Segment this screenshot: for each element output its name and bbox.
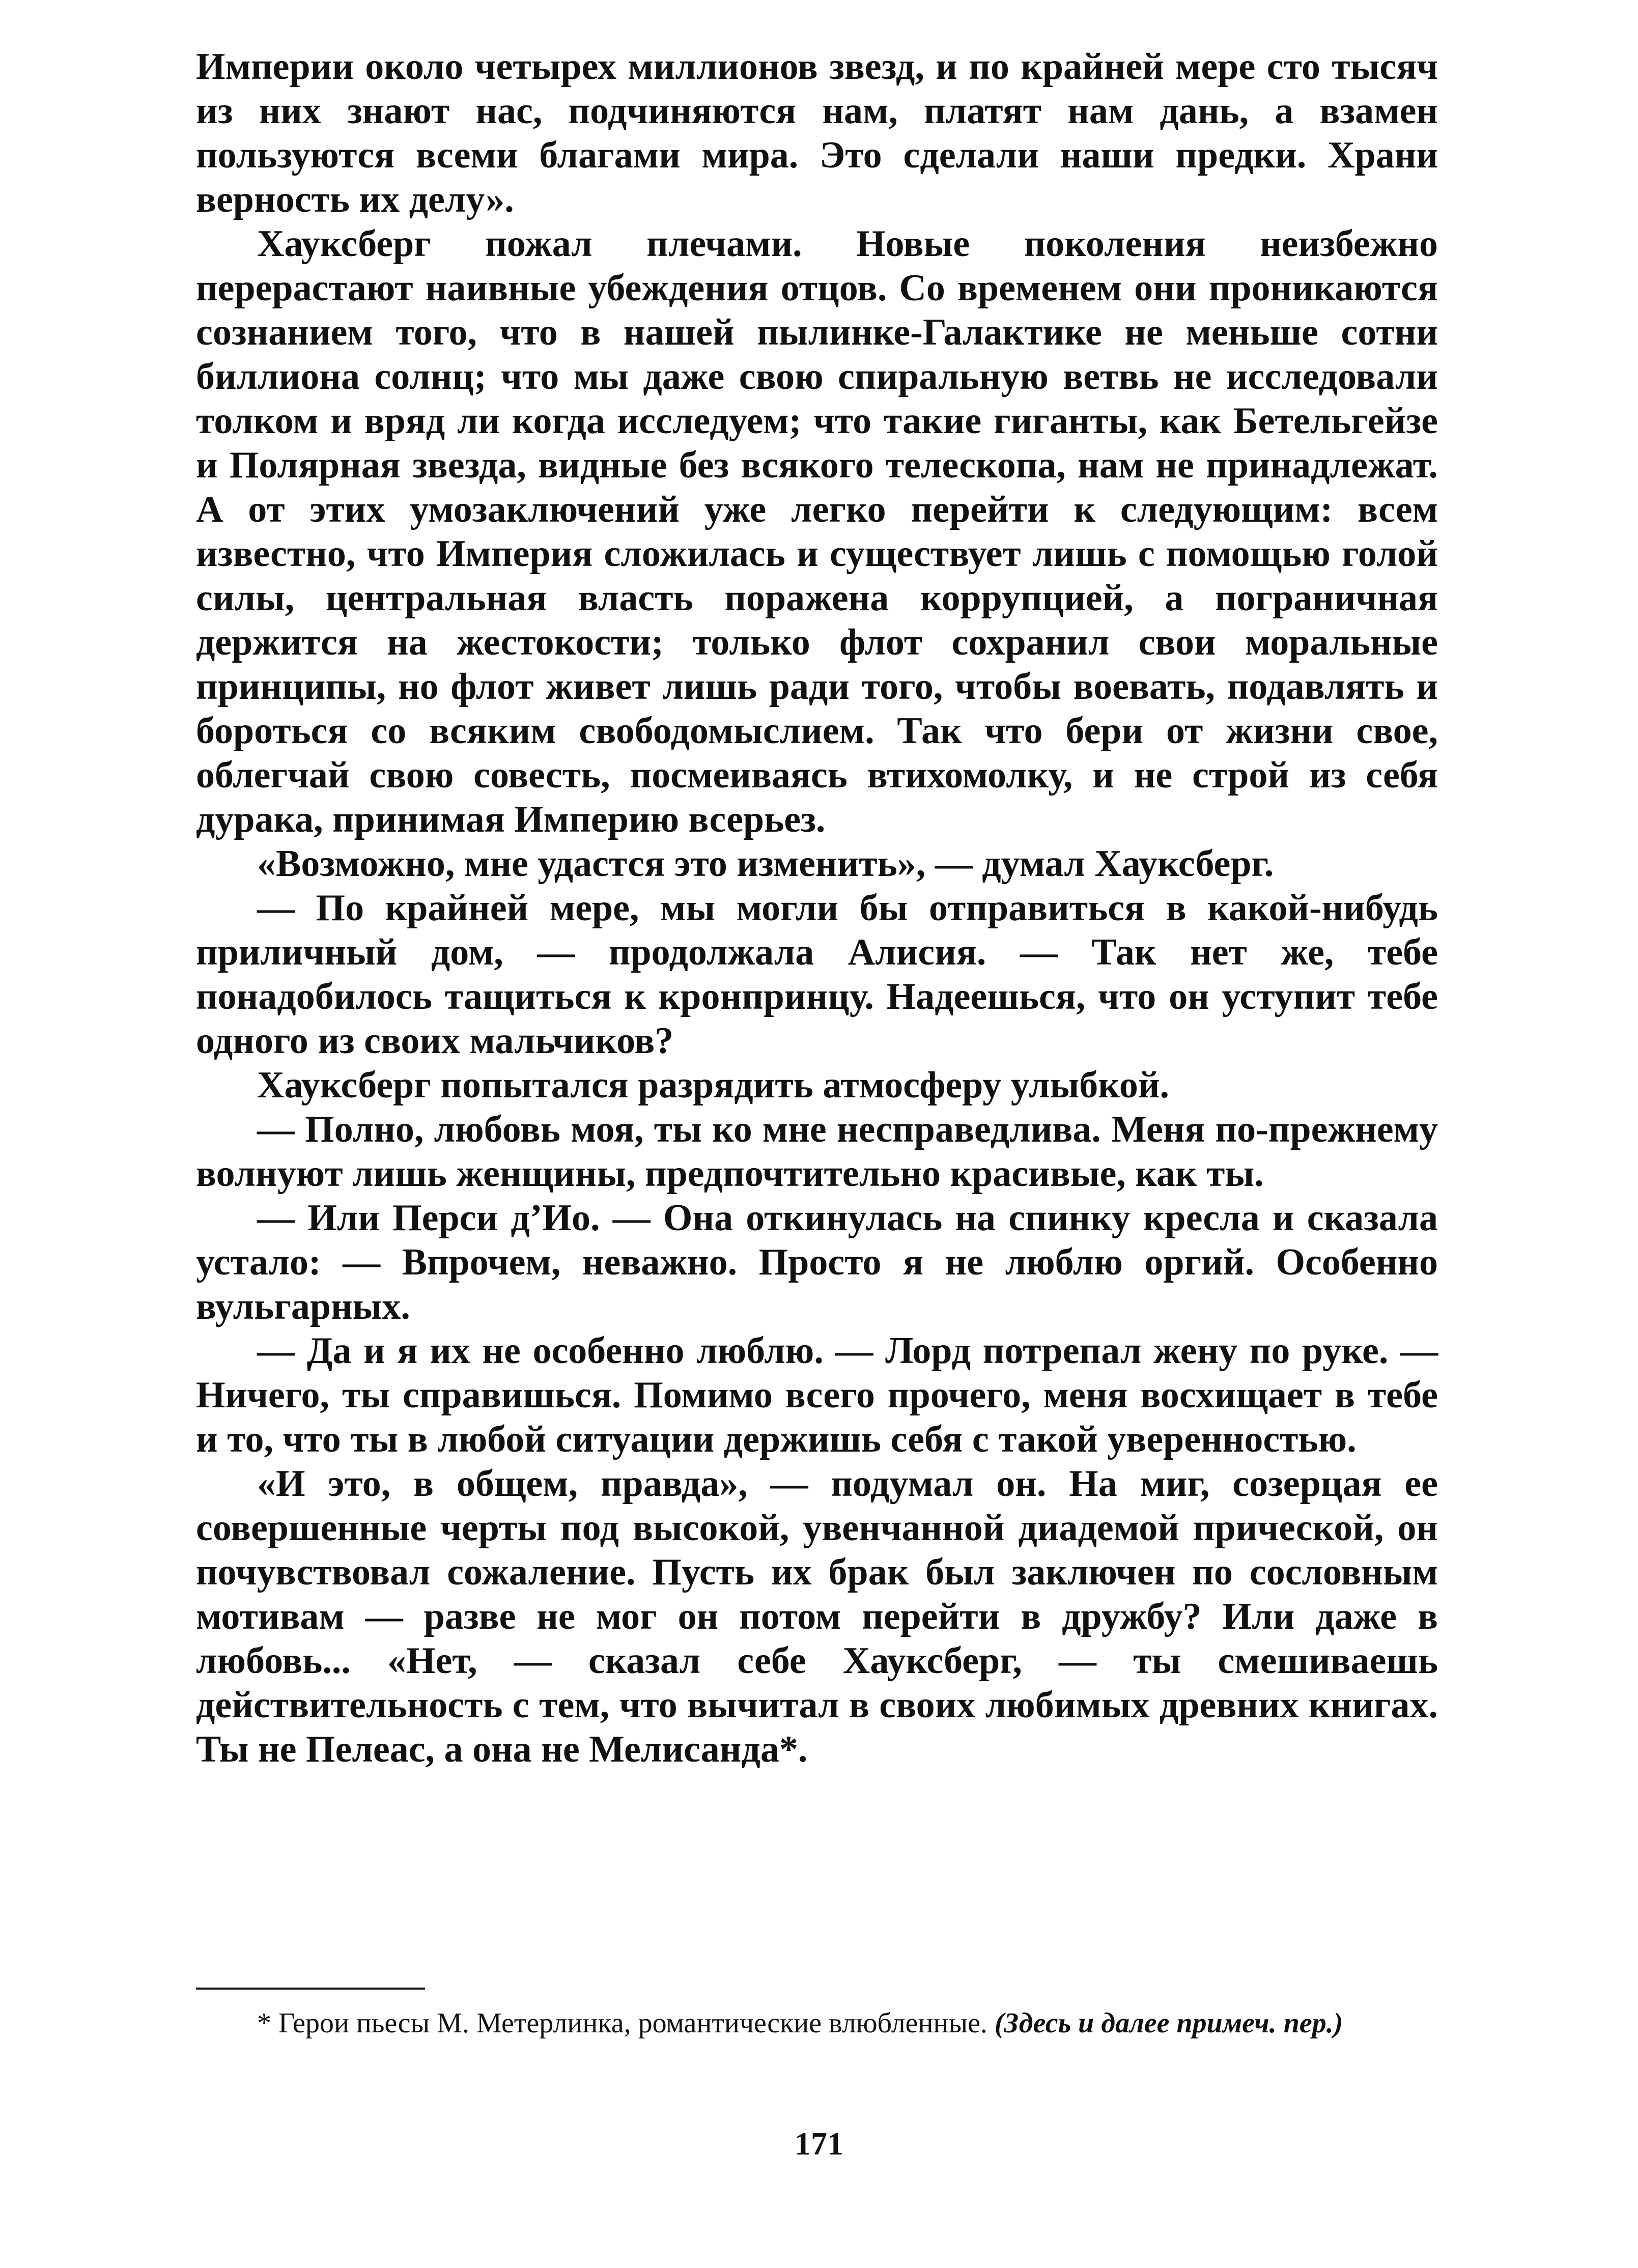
paragraph-4: — По крайней мере, мы могли бы отправиться в какой-нибудь приличный дом, — продолжала Алисия. — Так нет же, тебе понадобилось тащиться к кронпринцу. Надеешься, что он уступит тебе одного из своих мальчиков? xyxy=(196,887,1438,1062)
paragraph-3: «Возможно, мне удастся это изменить», — думал Хауксберг. xyxy=(257,843,1274,885)
footnote-translator-note: (Здесь и далее примеч. пер.) xyxy=(994,2007,1343,2039)
paragraph-5: Хауксберг попытался разрядить атмосферу улыбкой. xyxy=(257,1064,1170,1106)
page-number: 171 xyxy=(795,2125,843,2162)
paragraph-2: Хауксберг пожал плечами. Новые поколения неизбежно перерастают наивные убеждения отцов. Со временем они проникаются сознанием того, что в нашей пылинке-Галактике не меньше сотни биллиона солнц; что мы даже свою спиральную ветвь не исследовали толком и вряд ли когда исследуем; что такие гиганты, как Бетельгейзе и Полярная звезда, видные без всякого телескопа, нам не принадлежат. А от этих умозаключений уже легко перейти к следующим: всем известно, что Империя сложилась и существует лишь с помощью голой силы, центральная власть поражена коррупцией, а пограничная держится на жестокости; только флот сохранил свои моральные принципы, но флот живет лишь ради того, чтобы воевать, подавлять и бороться со всяким свободомыслием. Так что бери от жизни свое, облегчай свою совесть, посмеиваясь втихомолку, и не строй из себя дурака, принимая Империю всерьез. xyxy=(196,223,1438,840)
footnote-text: * Герои пьесы М. Метерлинка, романтические влюбленные. xyxy=(257,2007,995,2039)
paragraph-8: — Да и я их не особенно люблю. — Лорд потрепал жену по руке. — Ничего, ты справишься. Помимо всего прочего, меня восхищает в тебе и то, что ты в любой ситуации держишь себя с такой уверенностью. xyxy=(196,1330,1438,1460)
footnote-divider xyxy=(196,1988,425,1990)
paragraph-1: Империи около четырех миллионов звезд, и по крайней мере сто тысяч из них знают нас, подчиняются нам, платят нам дань, а взамен пользуются всеми благами мира. Это сделали наши предки. Храни верность их делу». xyxy=(196,46,1438,220)
footnote xyxy=(196,2005,1438,2041)
paragraph-9: «И это, в общем, правда», — подумал он. На миг, созерцая ее совершенные черты под высокой, увенчанной диадемой прической, он почувствовал сожаление. Пусть их брак был заключен по сословным мотивам — разве не мог он потом перейти в дружбу? Или даже в любовь... «Нет, — сказал себе Хауксберг, — ты смешиваешь действительность с тем, что вычитал в своих любимых древних книгах. Ты не Пелеас, а она не Мелисанда*. xyxy=(196,1463,1438,1770)
main-text xyxy=(196,45,1438,1772)
paragraph-6: — Полно, любовь моя, ты ко мне несправедлива. Меня по-прежнему волнуют лишь женщины, предпочтительно красивые, как ты. xyxy=(196,1109,1438,1195)
paragraph-7: — Или Перси д’Ио. — Она откинулась на спинку кресла и сказала устало: — Впрочем, неважно. Просто я не люблю оргий. Особенно вульгарных. xyxy=(196,1197,1438,1327)
